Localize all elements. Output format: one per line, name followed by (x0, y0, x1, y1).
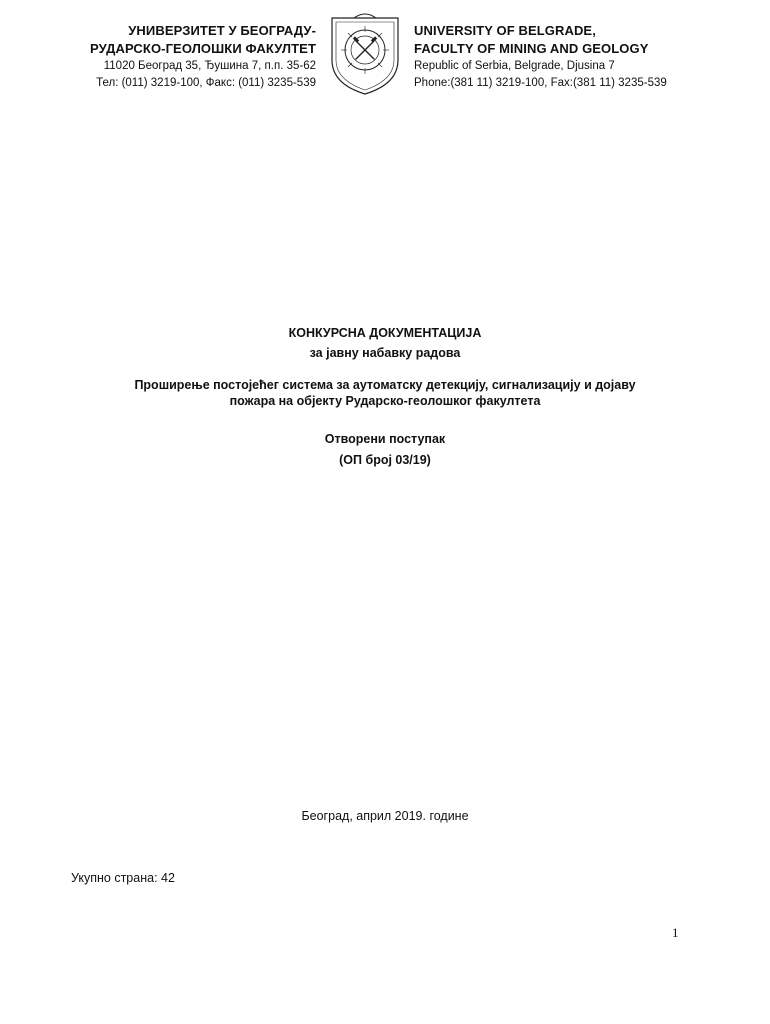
contact-en: Phone:(381 11) 3219-100, Fax:(381 11) 3235-539 (414, 77, 667, 89)
procurement-subject-line2: пожара на објекту Рударско-геолошког факултета (229, 394, 541, 408)
address-en: Republic of Serbia, Belgrade, Djusina 7 (414, 60, 615, 72)
faculty-name-en: FACULTY OF MINING AND GEOLOGY (414, 41, 649, 56)
faculty-name-sr: РУДАРСКО-ГЕОЛОШКИ ФАКУЛТЕТ (90, 41, 316, 56)
document-title: КОНКУРСНА ДОКУМЕНТАЦИЈА (288, 326, 482, 340)
procurement-subject-line1: Проширење постојећег система за аутоматску детекцију, сигнализацију и дојаву (134, 378, 636, 392)
header-english (414, 22, 744, 92)
university-name-en: UNIVERSITY OF BELGRADE, (414, 23, 596, 38)
procedure-type: Отворени поступак (324, 432, 446, 446)
contact-sr: Тел: (011) 3219-100, Факс: (011) 3235-539 (96, 77, 316, 89)
place-and-date: Београд, април 2019. године (301, 809, 469, 823)
total-pages: Укупно страна: 42 (71, 871, 175, 885)
address-sr: 11020 Београд 35, Ђушина 7, п.п. 35-62 (103, 60, 316, 72)
document-subtitle: за јавну набавку радова (309, 346, 461, 360)
university-name-sr: УНИВЕРЗИТЕТ У БЕОГРАДУ- (128, 23, 316, 38)
faculty-seal-icon (326, 10, 404, 96)
procedure-number: (ОП број 03/19) (339, 453, 431, 467)
header-serbian (40, 22, 316, 92)
page-number: 1 (672, 925, 679, 940)
